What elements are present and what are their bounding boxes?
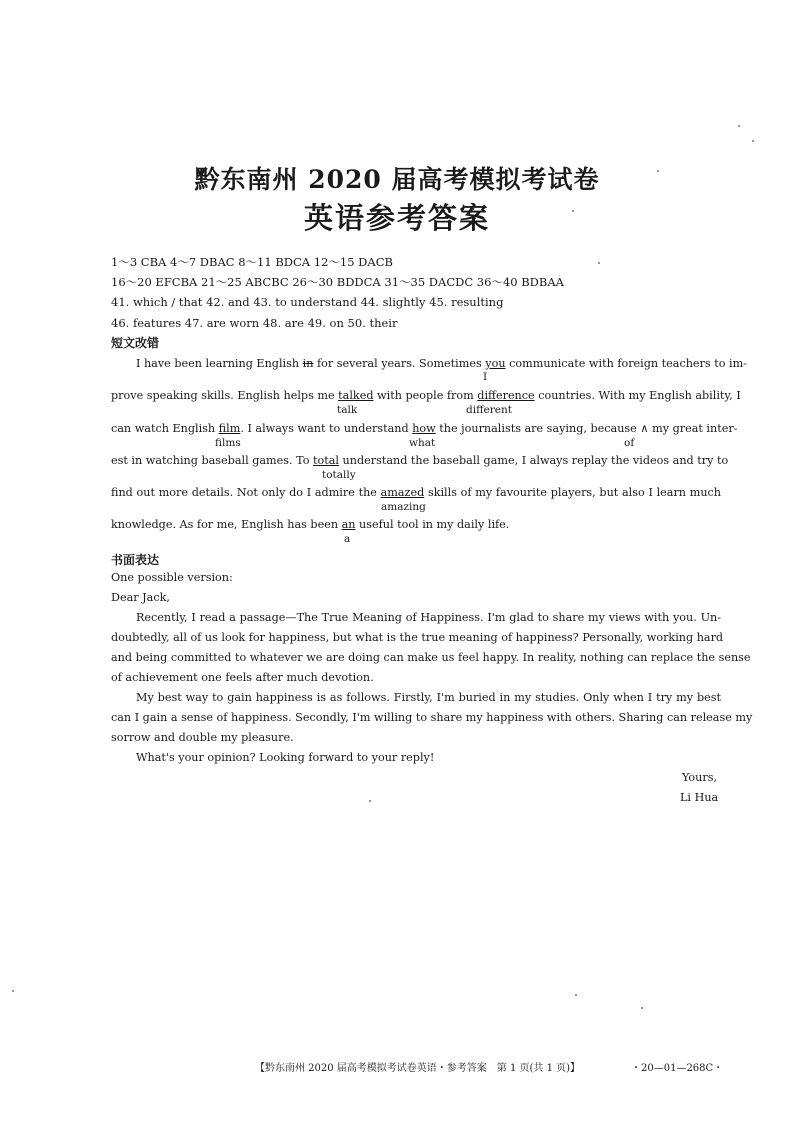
letter-p2-line3: sorrow and double my pleasure. [111,731,294,744]
correction-line-2 [111,388,741,404]
correction-mark: amazing [381,501,426,513]
correction-line-5 [111,485,721,501]
correction-line-4 [111,453,729,469]
footer-title: 【黔东南州 2020 届高考模拟考试卷英语・参考答案 第 1 页(共 1 页)】 [255,1063,581,1074]
answers-line-3: 41. which / that 42. and 43. to understand 44. slightly 45. resulting [111,295,504,309]
correction-heading: 短文改错 [111,336,160,350]
correction-line-3 [111,421,738,437]
error-word: amazed [380,486,425,499]
scan-speck [657,170,659,172]
writing-version: One possible version: [111,571,233,584]
scan-speck [572,210,574,212]
error-word: talked [338,389,374,402]
page-subtitle: 英语参考答案 [303,201,490,235]
scan-speck [598,262,600,264]
letter-p2-line2: can I gain a sense of happiness. Secondly, I'm willing to share my happiness with others. Sharing can release my [111,711,753,724]
error-word: how [412,422,436,435]
correction-line-1 [111,356,747,372]
correction-mark: of [624,437,635,449]
text-span: understand the baseball game, I always replay the videos and try to [339,454,729,467]
correction-mark: what [409,437,436,449]
error-word: difference [477,389,535,402]
scan-speck [575,994,577,996]
correction-mark: different [466,404,512,416]
deleted-word: in [302,357,314,370]
letter-p1-line2: doubtedly, all of us look for happiness, but what is the true meaning of happiness? Personally, working hard [111,631,724,644]
letter-p3-line1: What's your opinion? Looking forward to your reply! [136,751,435,764]
text-span: prove speaking skills. English helps me [111,389,339,402]
error-word: film [218,422,241,435]
correction-mark: talk [337,404,358,416]
text-span: the journalists are saying, because [435,422,641,435]
scan-speck [752,140,754,142]
error-word: an [341,518,356,531]
letter-p1-line1: Recently, I read a passage—The True Meaning of Happiness. I'm glad to share my views with you. Un- [136,611,721,624]
scan-speck [641,1007,643,1009]
letter-greeting: Dear Jack, [111,591,170,604]
text-span: for several years. Sometimes [313,357,486,370]
insert-caret-icon: ∧ [640,422,649,435]
scan-speck [369,800,371,802]
letter-signature: Li Hua [680,791,719,804]
correction-mark: a [344,533,351,545]
text-span: communicate with foreign teachers to im- [505,357,747,370]
answers-line-2: 16～20 EFCBA 21～25 ABCBC 26～30 BDDCA 31～35 DACDC 36～40 BDBAA [111,275,564,289]
scan-speck [12,990,14,992]
answers-line-4: 46. features 47. are worn 48. are 49. on 50. their [111,316,398,330]
error-word: you [485,357,506,370]
text-span: I have been learning English [136,357,303,370]
text-span: can watch English [111,422,219,435]
text-span: skills of my favourite players, but also I learn much [424,486,721,499]
correction-mark: totally [322,469,356,481]
letter-p1-line3: and being committed to whatever we are doing can make us feel happy. In reality, nothing can replace the sense [111,651,751,664]
footer-code: ・20—01—268C・ [631,1063,724,1074]
text-span: . I always want to understand [240,422,413,435]
scan-speck [738,125,740,127]
text-span: my great inter- [648,422,738,435]
text-span: knowledge. As for me, English has been [111,518,342,531]
text-span: est in watching baseball games. To [111,454,314,467]
answers-line-1: 1～3 CBA 4～7 DBAC 8～11 BDCA 12～15 DACB [111,255,393,269]
correction-mark: films [215,437,241,449]
letter-p1-line4: of achievement one feels after much devotion. [111,671,374,684]
correction-mark: I [483,371,488,383]
text-span: countries. With my English ability, I [534,389,741,402]
correction-line-6 [111,517,509,533]
page-title: 黔东南州 2020 届高考模拟考试卷 [194,165,600,194]
letter-p2-line1: My best way to gain happiness is as follows. Firstly, I'm buried in my studies. Only when I try my best [136,691,721,704]
text-span: find out more details. Not only do I admire the [111,486,381,499]
text-span: with people from [373,389,478,402]
writing-heading: 书面表达 [111,553,160,567]
error-word: total [313,454,339,467]
letter-closing: Yours, [682,771,717,784]
text-span: useful tool in my daily life. [355,518,510,531]
